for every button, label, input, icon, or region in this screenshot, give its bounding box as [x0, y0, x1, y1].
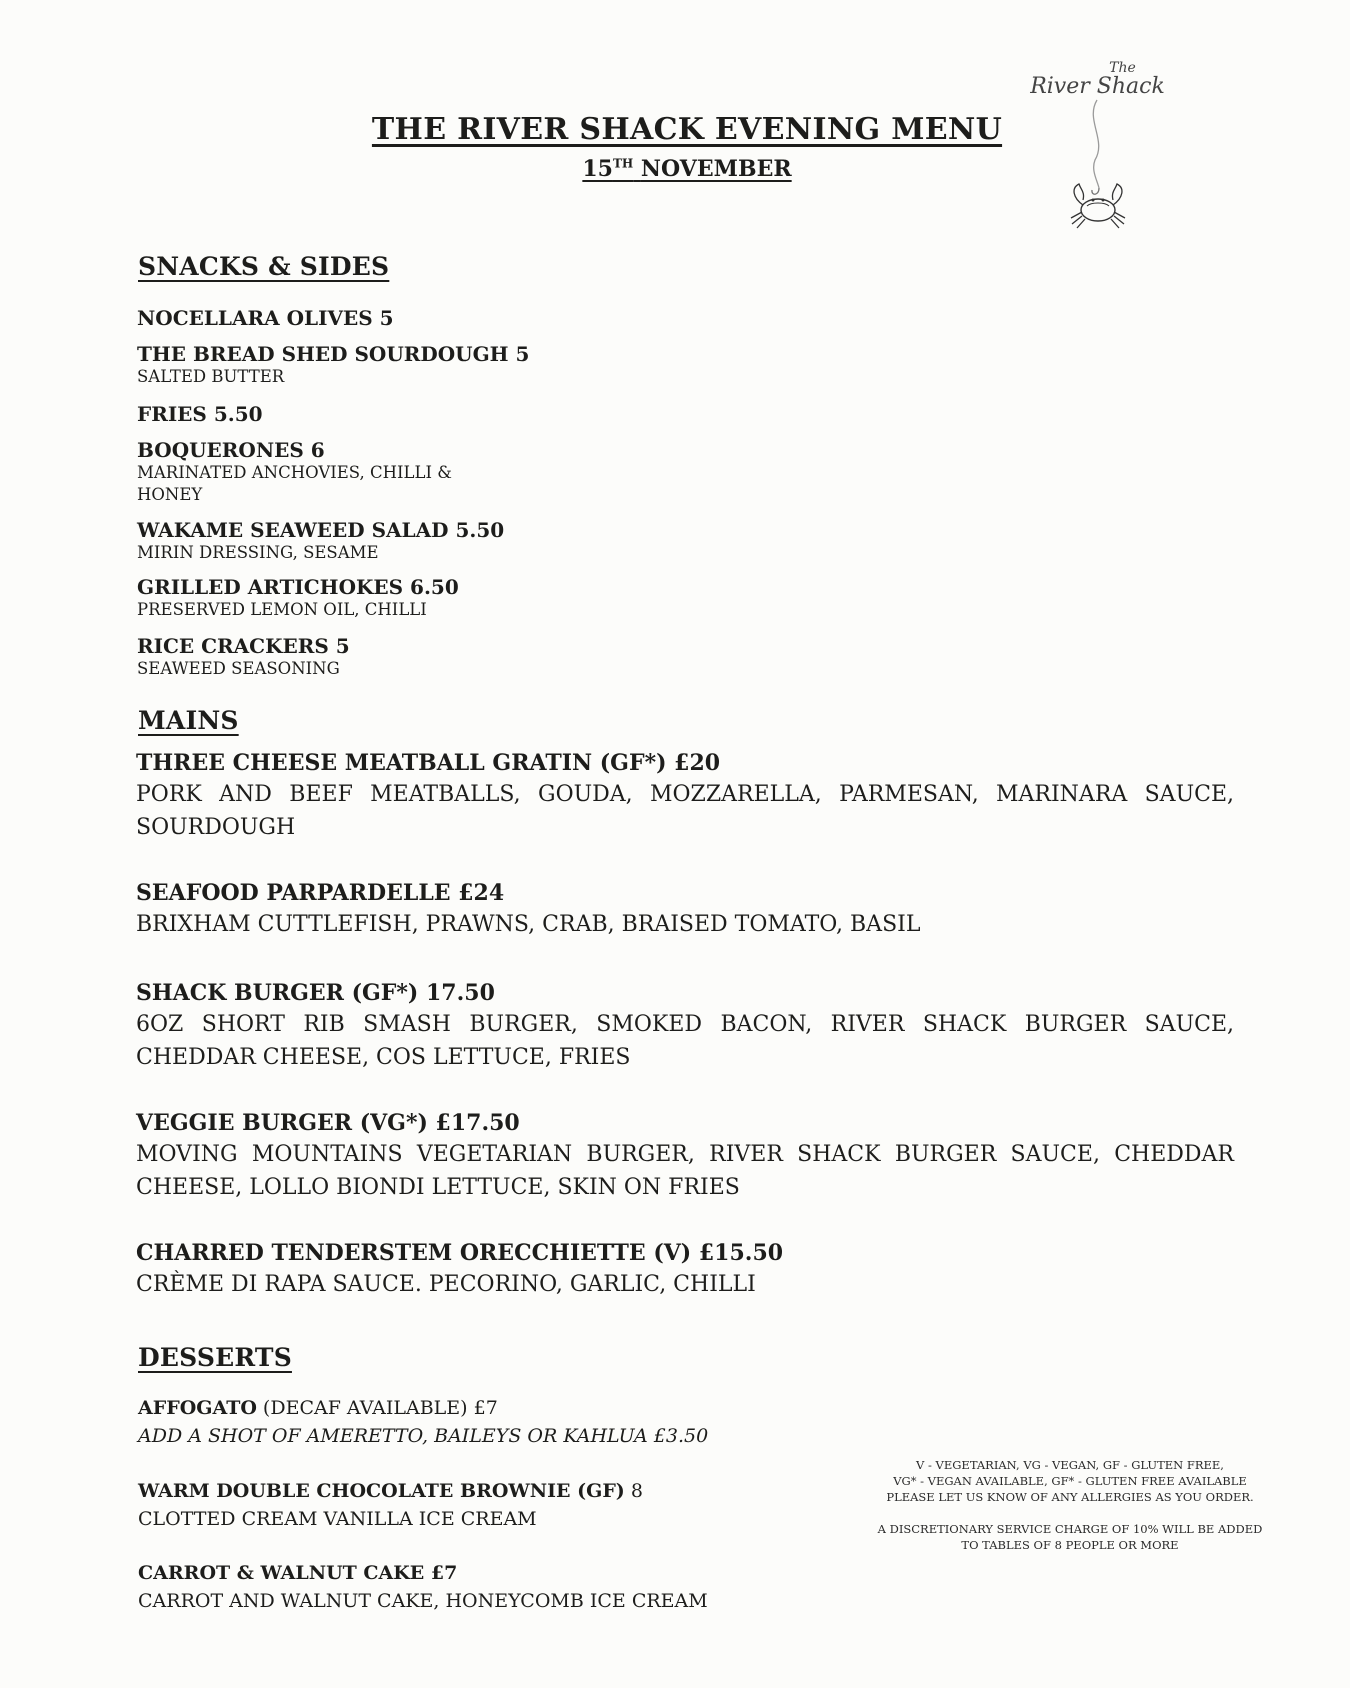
- snack-item: [137, 634, 657, 680]
- dessert-name: [138, 1559, 798, 1587]
- dessert-name-bold: WARM DOUBLE CHOCOLATE BROWNIE (GF): [138, 1480, 625, 1502]
- date-suffix: TH: [612, 156, 634, 171]
- main-desc: 6OZ SHORT RIB SMASH BURGER, SMOKED BACON, RIVER SHACK BURGER SAUCE, CHEDDAR CHEESE, COS LETTUCE, FRIES: [136, 1012, 1234, 1070]
- snack-name: RICE CRACKERS 5: [137, 634, 350, 658]
- dessert-name-rest: (DECAF AVAILABLE) £7: [256, 1397, 498, 1419]
- snack-name: THE BREAD SHED SOURDOUGH 5: [137, 342, 530, 366]
- snack-item: [137, 518, 657, 564]
- snack-name: GRILLED ARTICHOKES 6.50: [137, 575, 459, 599]
- dessert-name: [138, 1394, 798, 1422]
- main-name: VEGGIE BURGER (VG*) £17.50: [136, 1110, 520, 1136]
- dessert-item: [138, 1477, 798, 1533]
- dietary-notes: [870, 1457, 1270, 1553]
- main-desc: BRIXHAM CUTTLEFISH, PRAWNS, CRAB, BRAISED TOMATO, BASIL: [136, 912, 921, 937]
- dessert-item: [138, 1559, 798, 1615]
- page-title: THE RIVER SHACK EVENING MENU: [371, 112, 1003, 147]
- main-item: [136, 978, 1234, 1074]
- dessert-name-bold: CARROT & WALNUT CAKE £7: [138, 1562, 458, 1584]
- note-line: PLEASE LET US KNOW OF ANY ALLERGIES AS YOU ORDER.: [886, 1490, 1254, 1504]
- desserts-heading: DESSERTS: [138, 1343, 292, 1372]
- snack-name: BOQUERONES 6: [137, 438, 325, 462]
- main-item: [136, 1238, 1234, 1301]
- logo-line-the: The: [1109, 60, 1136, 76]
- main-desc: MOVING MOUNTAINS VEGETARIAN BURGER, RIVER SHACK BURGER SAUCE, CHEDDAR CHEESE, LOLLO BIONDI LETTUCE, SKIN ON FRIES: [136, 1142, 1234, 1200]
- dessert-desc: CLOTTED CREAM VANILLA ICE CREAM: [138, 1508, 537, 1530]
- snack-name: WAKAME SEAWEED SALAD 5.50: [137, 518, 505, 542]
- dessert-name-rest: 8: [624, 1480, 643, 1502]
- mains-heading: MAINS: [138, 706, 239, 735]
- date-day: 15: [582, 156, 613, 182]
- main-name: THREE CHEESE MEATBALL GRATIN (GF*) £20: [136, 750, 721, 776]
- main-name: SEAFOOD PARPARDELLE £24: [136, 880, 505, 906]
- date-month: NOVEMBER: [640, 156, 792, 182]
- snack-item: [137, 575, 657, 621]
- note-line: V - VEGETARIAN, VG - VEGAN, GF - GLUTEN FREE,: [916, 1458, 1224, 1472]
- snack-name: FRIES 5.50: [137, 402, 263, 426]
- note-line: A DISCRETIONARY SERVICE CHARGE OF 10% WILL BE ADDED: [877, 1522, 1263, 1536]
- main-desc: PORK AND BEEF MEATBALLS, GOUDA, MOZZARELLA, PARMESAN, MARINARA SAUCE, SOURDOUGH: [136, 782, 1234, 840]
- snack-item: [137, 402, 657, 426]
- snack-desc: SALTED BUTTER: [137, 367, 285, 386]
- snack-desc: SEAWEED SEASONING: [137, 659, 340, 678]
- main-desc: CRÈME DI RAPA SAUCE. PECORINO, GARLIC, CHILLI: [136, 1272, 756, 1297]
- river-shack-logo: [1025, 60, 1170, 235]
- dessert-item: [138, 1394, 798, 1450]
- logo-line-name: River Shack: [1030, 74, 1165, 99]
- main-item: [136, 1108, 1234, 1204]
- note-line: TO TABLES OF 8 PEOPLE OR MORE: [961, 1538, 1179, 1552]
- main-name: SHACK BURGER (GF*) 17.50: [136, 980, 495, 1006]
- snack-item: [137, 438, 467, 506]
- dessert-name-bold: AFFOGATO: [138, 1397, 257, 1419]
- dessert-desc: ADD A SHOT OF AMERETTO, BAILEYS OR KAHLUA £3.50: [138, 1425, 709, 1447]
- main-item: [136, 878, 1234, 941]
- snack-desc: MIRIN DRESSING, SESAME: [137, 543, 379, 562]
- main-name: CHARRED TENDERSTEM ORECCHIETTE (V) £15.50: [136, 1240, 784, 1266]
- snack-desc: PRESERVED LEMON OIL, CHILLI: [137, 600, 427, 619]
- snack-item: [137, 306, 657, 330]
- main-item: [136, 748, 1234, 844]
- snack-desc: MARINATED ANCHOVIES, CHILLI & HONEY: [137, 463, 452, 504]
- crab-hook-icon: [1025, 60, 1170, 235]
- dessert-desc: CARROT AND WALNUT CAKE, HONEYCOMB ICE CREAM: [138, 1590, 708, 1612]
- snacks-heading: SNACKS & SIDES: [138, 252, 390, 281]
- snack-item: [137, 342, 657, 388]
- note-line: VG* - VEGAN AVAILABLE, GF* - GLUTEN FREE AVAILABLE: [893, 1474, 1247, 1488]
- dessert-name: [138, 1477, 798, 1505]
- snack-name: NOCELLARA OLIVES 5: [137, 306, 394, 330]
